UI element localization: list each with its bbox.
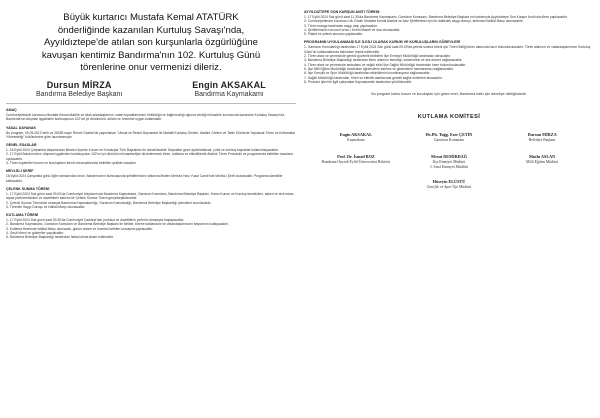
list-item: 5- İlçe Milli Eğitim Müdürlüğü tarafından öğrencilerin katılımı ve gösterilerin hazırlanması sağlanacaktır. <box>304 66 454 71</box>
member-title: Gençlik ve Spor İlçe Müdürü <box>426 185 472 190</box>
section-heading: AMAÇ <box>6 107 17 112</box>
list-item: 8- Protokol işleri ile ilgili çalışmalar Kaymakamlık tarafından yürütülecektir. <box>304 79 412 84</box>
right-column <box>304 6 594 189</box>
list-item: 1- 17 Eylül 2024 Salı günü saat 11.30'da Bandırma Kaymakamı, Garnizon Komutanı, Bandırma Belediye Başkanı'nın katılımıyla Ayyıldıztepe Son Kurşun Anıtı'nda tören yapılacaktır. <box>304 15 568 19</box>
section <box>6 187 296 209</box>
signer-title: Bandırma Belediye Başkanı <box>36 90 123 98</box>
list-item: 3- Tören kıyafetleri kurum ve kuruluşların kendi mevzuatlarında belirtilen şekilde olacaktır. <box>6 161 137 166</box>
right-sections <box>304 10 594 84</box>
member-title: Belediye Başkanı <box>528 138 556 143</box>
list-item: 3- Kutlama töreninde İstiklal Marşı okunacak, günün anlam ve önemini belirten konuşma yapılacaktır. <box>6 226 154 231</box>
section-heading: GENEL ESASLAR <box>6 143 37 148</box>
list-item: 4- Geçit töreni ve gösteriler yapılacaktır. <box>6 231 65 236</box>
invitation-line: törenlerine onur vermenizi dileriz. <box>80 62 222 74</box>
list-item: 3- Törende Saygı Duruşu ve İstiklal Marşı okunacaktır. <box>6 204 86 209</box>
section <box>6 126 296 140</box>
committee-member <box>496 164 588 169</box>
left-sections <box>6 108 296 240</box>
section-heading: YASAL DAYANAK <box>6 125 37 130</box>
signer-mayor <box>36 80 122 98</box>
list-item: 1- Garnizon Komutanlığı tarafından 17 Eylül 2024 Salı günü saat 09.00'da çelenk sunma töreni için Tören Birliği tören alanında hazır bulundurulacaktır. Tören alanının ve vatandaşlarımızın Kurtuluş Günü'nü kutlamalarında katılımları teşvik edilecektir. <box>304 45 591 54</box>
signer-name: Engin AKSAKAL <box>192 79 266 90</box>
member-title: İlçe Emniyet Müdürü <box>432 160 466 165</box>
committee-member <box>310 164 402 169</box>
section <box>6 143 296 165</box>
member-name: Hüseyin ELÜSTÜ <box>432 179 466 185</box>
divider <box>6 103 296 104</box>
section-text: 18 Eylül 2024 Çarşamba günü öğle namazından önce, Bandırma'nın kurtuluşunda şehitlerimizin ruhlarına ithafen Merkez Hacı Yusuf Camii'nde Mevlid-i Şerif okunacaktır. Programa davetliler katılacaktır. <box>6 174 283 183</box>
section-heading: KUTLAMA TÖRENİ <box>6 213 39 218</box>
committee-title: KUTLAMA KOMİTESİ <box>417 114 481 121</box>
list-item: 2- Bandırma Kaymakamı, Garnizon Komutanı ve Bandırma Belediye Başkanı ile birlikte, törene katılanların ve vatandaşlarımızın bayramını kutlayacaktır. <box>6 222 229 227</box>
member-name: Hv.Plt. Tuğg. Eser ÇETİN <box>425 132 473 138</box>
committee-list <box>304 132 594 189</box>
left-column <box>6 6 296 240</box>
section-list <box>6 192 296 209</box>
section-text: Bu program, 05.05.2012 tarih ve 28283 sayılı Resmî Gazete'de yayımlanan "Ulusal ve Resmî Bayramlar ile Mahalli Kurtuluş Günleri, Atatürk Günleri ve Tarihi Günlerde Yapılacak Tören ve Kutlamalar Yönetmeliği" hükümlerine göre hazırlanmıştır. <box>6 130 296 139</box>
signers <box>36 80 266 98</box>
list-item: 2- Çelenk Sunma Töreninde sırasıyla Bandırma Kaymakamlığı, Garnizon Komutanlığı, Bandırma Belediye Başkanlığı çelenkleri sunulacaktır. <box>6 200 212 205</box>
invitation-line: önderliğinde kazanılan Kurtuluş Savaşı'nda, <box>57 24 245 36</box>
committee-row <box>304 132 594 142</box>
member-title: J. Sınıf Emniyet Müdürü <box>430 165 468 170</box>
invitation-line: kavuşan kentimiz Bandırma'nın 102. Kurtuluş Günü <box>41 49 261 61</box>
list-item: 5- Bandırma Belediye Başkanlığı tarafından halka lokma ikram edilecektir. <box>6 235 114 240</box>
list-item: 3- Tören manga tarafından saygı atışı yapılacaktır. <box>304 23 378 28</box>
section-list <box>304 45 594 84</box>
list-item: 4- Tören alanı ve çevresinde ambulans ve sağlık ekibi İlçe Sağlık Müdürlüğü tarafından hazır bulundurulacaktır. <box>304 62 467 67</box>
list-item: 2- 17 Eylül Bandırma'nın düşman işgalinden kurtuluşunun 102'nci yıl dönümü münasebetiyle düzenlenecek tören, kutlama ve etkinliklerde Atatürk Tören Protokolü ve programında belirtilen esaslara uyulacaktır. <box>6 152 293 161</box>
committee-member <box>403 132 495 142</box>
section <box>6 108 296 122</box>
member-title: Milli Eğitim Müdürü <box>526 160 559 165</box>
committee-row <box>304 164 594 169</box>
member-name: Mesut DEMİRDAĞ <box>431 154 467 160</box>
section-list <box>6 148 296 165</box>
invitation-line: Ayyıldıztepe'de atılan son kurşunlarla özgürlüğüne <box>44 37 258 49</box>
section-heading: ÇELENK SUNMA TÖRENİ <box>6 186 50 191</box>
member-name: Mutlu ASLAN <box>529 154 556 160</box>
committee-row <box>304 154 594 164</box>
signer-name: Dursun MİRZA <box>46 79 112 90</box>
member-name: Engin AKSAKAL <box>339 132 372 138</box>
member-title: Garnizon Komutanı <box>433 138 465 143</box>
invitation-line: Büyük kurtarıcı Mustafa Kemal ATATÜRK <box>63 12 239 23</box>
section <box>304 10 594 36</box>
section <box>6 213 296 239</box>
section-list <box>304 15 594 36</box>
list-item: 1- 18 Eylül 2024 Çarşamba akşamından itibaren İlçemiz Kurum ve Kuruluşlar Türk Bayrakları ile donatılacaktır. Bayraklar gece aydınlatılacak, yırtık ve solmuş bayraklar kullanılmayacaktır. <box>6 148 279 153</box>
committee-member <box>310 154 402 164</box>
list-item: 7- Sağlık Müdürlüğü tarafından, tören ve etkinlik alanlarında gerekli sağlık önlemleri alınacaktır. <box>304 75 443 80</box>
section-text: Cumhuriyetimizin kurucusu Mustafa Kemal Atatürk ve silah arkadaşlarının, vatan topraklarımızın bütünlüğü ve bağımsızlığı uğruna verdiği mücadele sonucunda kazanılan Kurtuluş Savaşı'nda, Bandırma'nın düşman işgalinden kurtuluşunun 102'nci yıl dönümünü, anlam ve önemine uygun kutlamaktır. <box>6 112 285 122</box>
section-heading: PROGRAMIN UYGULANMASI İLE İLGİLİ OLARAK KURUM VE KURULUŞLARIN GÖREVLERİ <box>304 40 461 45</box>
closing-note: Bu program kamu kurum ve kuruluşları için görev emri, Bandırma halkı için davetiye niteliğindedir. <box>371 92 527 97</box>
committee-member <box>496 154 588 164</box>
list-item: 2- Tören alanı ve çevresinde gerekli güvenlik tedbirleri İlçe Emniyet Müdürlüğü tarafından alınacaktır. <box>304 54 451 59</box>
section-heading: MEVLİD-İ ŞERİF <box>6 169 34 174</box>
list-item: 2- Cumhuriyetimizin kurucusu Ulu Önder Mustafa Kemal Atatürk ve Aziz Şehitlerimiz için bir dakikalık saygı duruşu, ardından İstiklal Marşı okunacaktır. <box>304 19 524 24</box>
committee-member <box>403 154 495 164</box>
committee-member <box>403 164 495 169</box>
list-item: 3- Bandırma Belediye Başkanlığı tarafından tören alanının temizliği, süslenmesi ve ses düzeni sağlanacaktır. <box>304 58 463 63</box>
list-item: 1- 17 Eylül 2024 Salı günü saat 09.30'da Cumhuriyet Caddesi'nde protokol ve davetlilerin yerlerini almasıyla başlayacaktır. <box>6 218 185 223</box>
invitation-text <box>14 12 288 75</box>
member-title: Kaymakam <box>347 138 365 143</box>
section-list <box>6 218 296 239</box>
committee-member <box>496 132 588 142</box>
committee-member <box>310 132 402 142</box>
list-item: 6- İlçe Gençlik ve Spor Müdürlüğü tarafından etkinliklerin koordinasyonu sağlanacaktır. <box>304 71 431 76</box>
member-name: Prof. Dr. İsmail BOZ <box>337 154 375 160</box>
section <box>6 169 296 183</box>
committee-member <box>304 179 594 189</box>
list-item: 4- Şehitlerimizin ruhuna Kur'an-ı Kerim tilaveti ve dua okunacaktır. <box>304 27 401 32</box>
section-heading: AYYILDIZTEPE SON KURŞUN ANITI TÖRENİ <box>304 10 380 14</box>
signer-governor <box>192 80 266 98</box>
signer-title: Bandırma Kaymakamı <box>194 90 264 98</box>
member-title: Bandırma Onyedi Eylül Üniversitesi Rektörü <box>321 160 391 165</box>
section <box>304 40 594 84</box>
member-name: Dursun MİRZA <box>527 132 557 138</box>
list-item: 1- 17 Eylül 2024 Salı günü saat 09.00'da Cumhuriyet Meydanı'nda Bandırma Kaymakamı, Garnizon Komutanı, Bandırma Belediye Başkanı, Kamu Kurum ve Kuruluş temsilcileri, askeri ve sivil erkan, siyasi parti temsilcileri ve davetlilerin katılımı ile Çelenk Sunma Töreni gerçekleştirilecektir. <box>6 191 295 201</box>
list-item: 5- Plaket ve çelenk sunumu yapılacaktır. <box>304 32 364 37</box>
